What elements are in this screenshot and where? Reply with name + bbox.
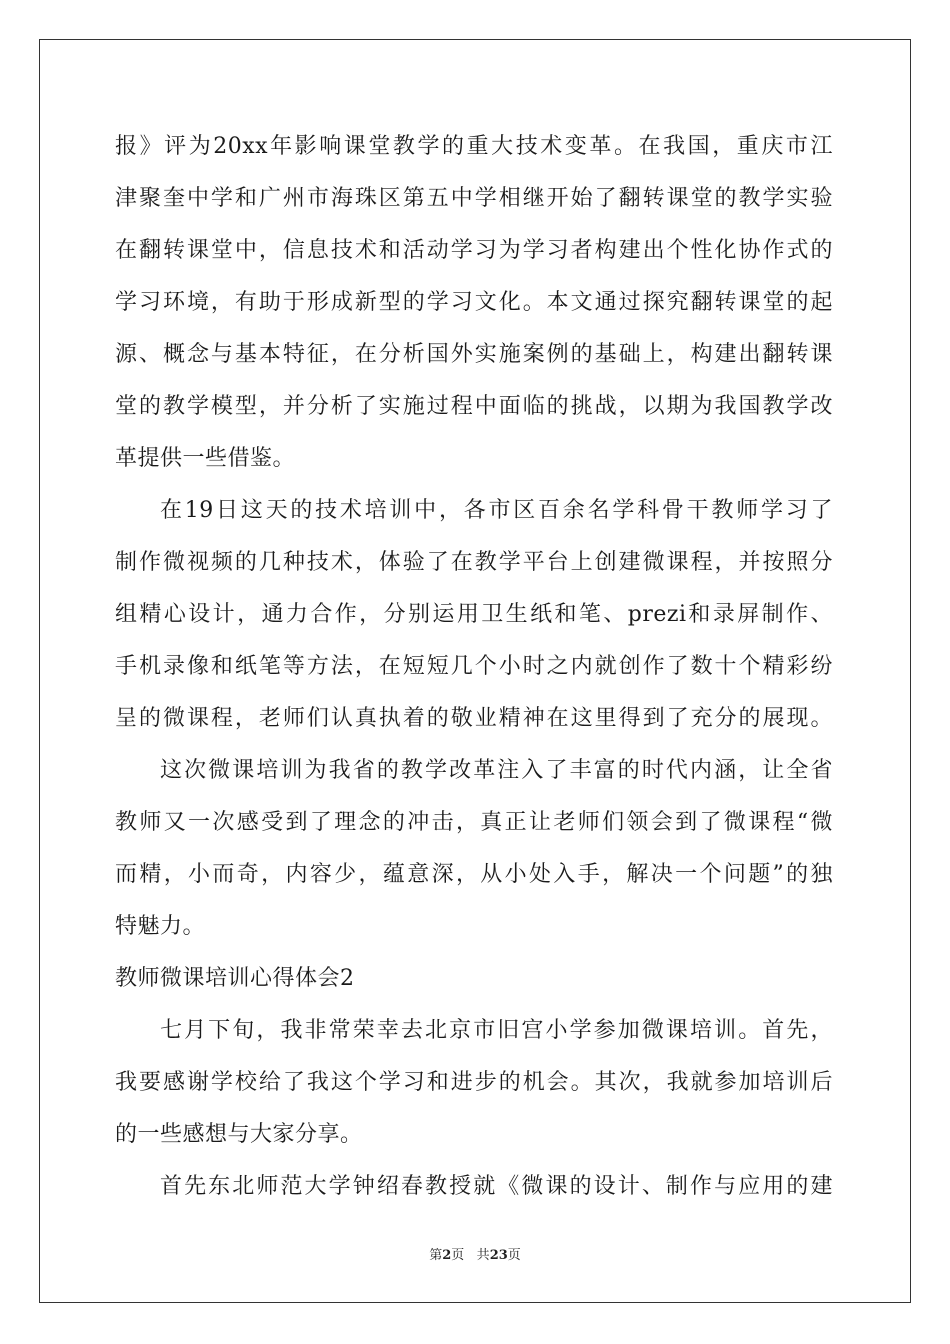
section-heading: 教师微课培训心得体会2 <box>115 966 355 991</box>
paragraph-first-line: 这次微课培训为我省的教学改革注入了丰富的时代内涵，让全省 <box>160 758 833 783</box>
paragraph-first-line: 在19日这天的技术培训中，各市区百余名学科骨干教师学习了 <box>160 498 833 523</box>
text-line: 在翻转课堂中，信息技术和活动学习为学习者构建出个性化协作式的 <box>115 238 833 263</box>
text-line: 革提供一些借鉴。 <box>115 446 296 471</box>
text-line: 报》评为20xx年影响课堂教学的重大技术变革。在我国，重庆市江 <box>115 134 833 159</box>
text-line: 堂的教学模型，并分析了实施过程中面临的挑战，以期为我国教学改 <box>115 394 833 419</box>
document-body <box>115 127 833 1219</box>
text-line: 教师又一次感受到了理念的冲击，真正让老师们领会到了微课程“微 <box>115 810 833 835</box>
text-line: 制作微视频的几种技术，体验了在教学平台上创建微课程，并按照分 <box>115 550 833 575</box>
total-suffix: 页 <box>507 1248 521 1263</box>
text-line: 而精，小而奇，内容少，蕴意深，从小处入手，解决一个问题”的独 <box>115 862 833 887</box>
paragraph-first-line: 首先东北师范大学钟绍春教授就《微课的设计、制作与应用的建 <box>160 1174 833 1199</box>
paragraph-first-line: 七月下旬，我非常荣幸去北京市旧宫小学参加微课培训。首先， <box>160 1018 833 1043</box>
text-line: 手机录像和纸笔等方法，在短短几个小时之内就创作了数十个精彩纷 <box>115 654 833 679</box>
total-prefix: 共 <box>476 1248 490 1263</box>
text-line: 的一些感想与大家分享。 <box>115 1122 363 1147</box>
text-line: 呈的微课程，老师们认真执着的敬业精神在这里得到了充分的展现。 <box>115 706 833 731</box>
page-suffix: 页 <box>451 1248 465 1263</box>
text-line: 我要感谢学校给了我这个学习和进步的机会。其次，我就参加培训后 <box>115 1070 833 1095</box>
page-footer <box>0 1246 950 1266</box>
text-line: 津聚奎中学和广州市海珠区第五中学相继开始了翻转课堂的教学实验 <box>115 186 833 211</box>
text-line: 学习环境，有助于形成新型的学习文化。本文通过探究翻转课堂的起 <box>115 290 833 315</box>
total-pages: 23 <box>489 1248 508 1263</box>
text-line: 源、概念与基本特征，在分析国外实施案例的基础上，构建出翻转课 <box>115 342 833 367</box>
page-number: 2 <box>442 1248 452 1263</box>
text-line: 特魅力。 <box>115 914 206 939</box>
page-prefix: 第 <box>429 1248 443 1263</box>
text-line: 组精心设计，通力合作，分别运用卫生纸和笔、prezi和录屏制作、 <box>115 602 833 627</box>
